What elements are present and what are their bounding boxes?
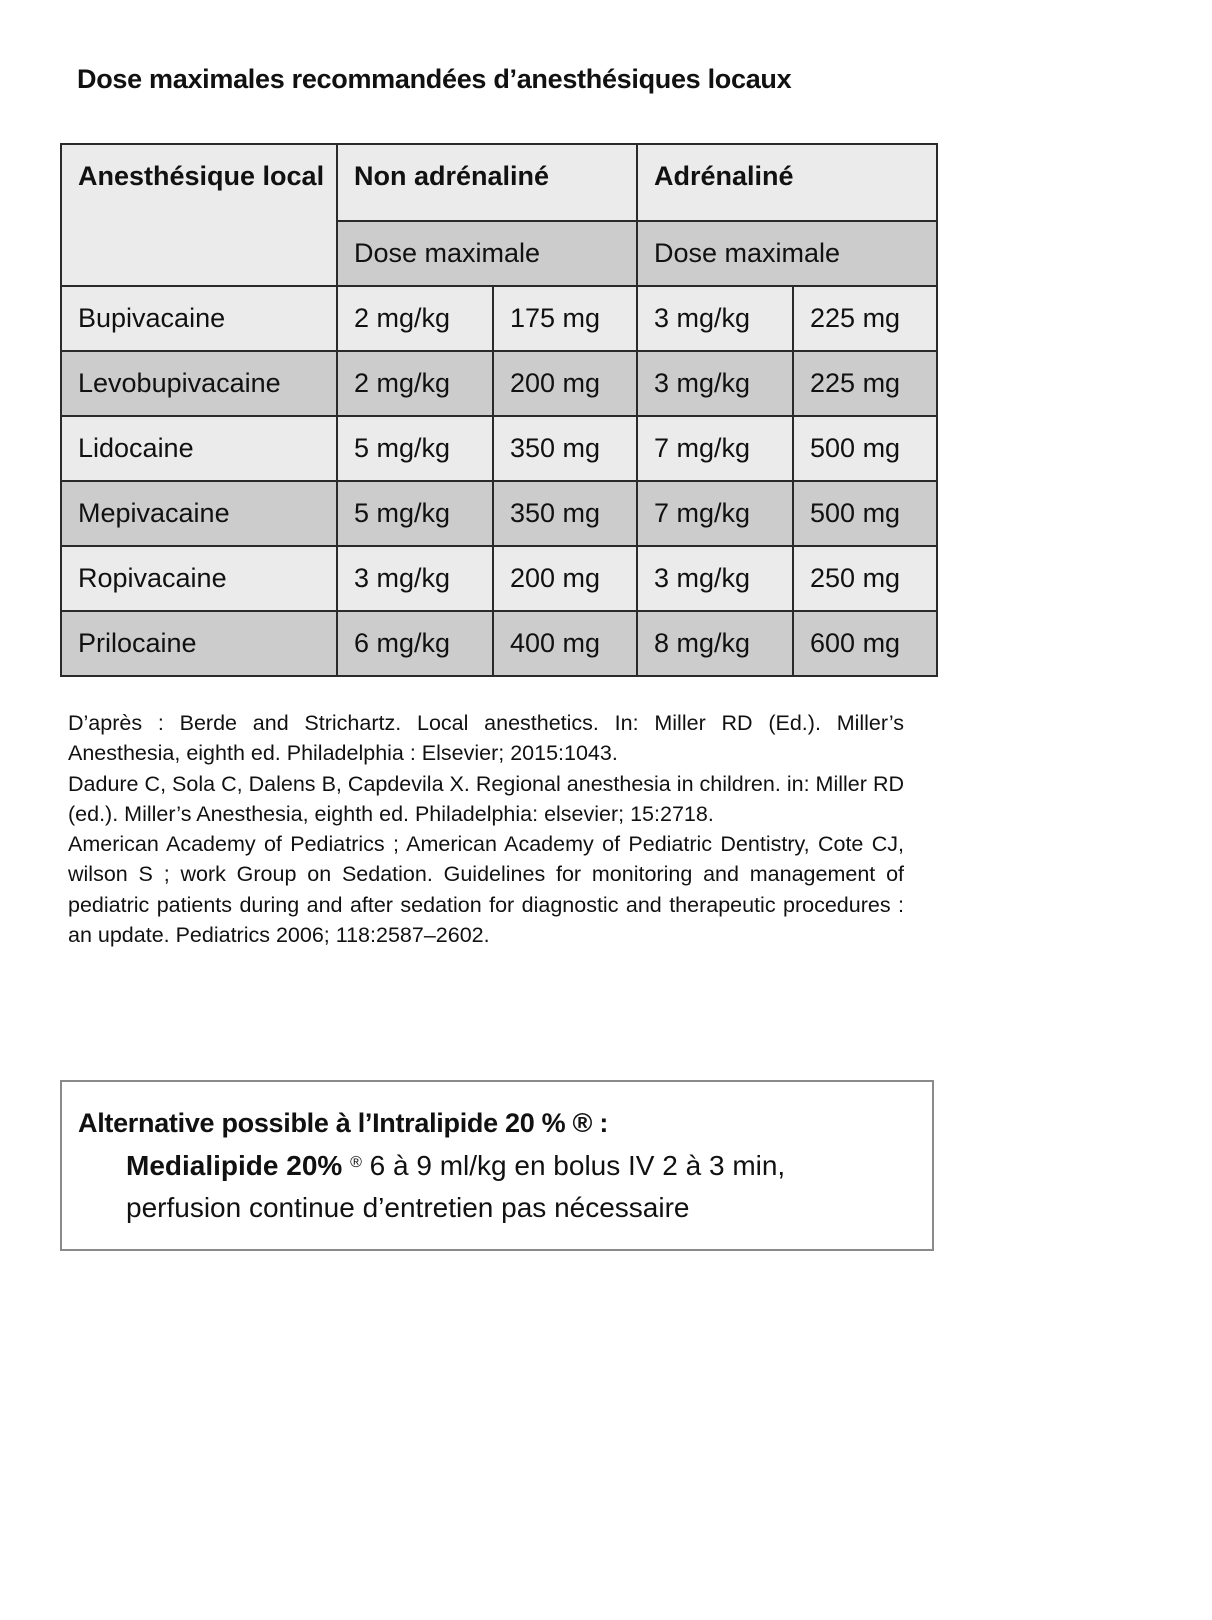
- header-non-adrenaline: Non adrénaliné: [337, 144, 637, 221]
- row-adrenaline-mg: 500 mg: [793, 481, 937, 546]
- reference-item: Dadure C, Sola C, Dalens B, Capdevila X. Regional anesthesia in children. in: Miller RD (ed.). Miller’s Anesthesia, eighth ed. Philadelphia: elsevier; 15:2718.: [68, 771, 904, 826]
- row-non-adrenaline-mg: 175 mg: [493, 286, 637, 351]
- row-non-adrenaline-mg: 200 mg: [493, 546, 637, 611]
- row-adrenaline-mgkg: 8 mg/kg: [637, 611, 793, 676]
- table-header-row: [61, 144, 937, 221]
- row-name: Levobupivacaine: [61, 351, 337, 416]
- reference-item: D’après : Berde and Strichartz. Local anesthetics. In: Miller RD (Ed.). Miller’s Anesthesia, eighth ed. Philadelphia : Elsevier; 2015:1043.: [68, 711, 904, 766]
- row-non-adrenaline-mgkg: 2 mg/kg: [337, 286, 493, 351]
- reference-item: American Academy of Pediatrics ; American Academy of Pediatric Dentistry, Cote CJ, wilson S ; work Group on Sedation. Guidelines for monitoring and management of pediatric patients during and after sedation for diagnostic and therapeutic procedures : an update. Pediatrics 2006; 118:2587–2602.: [68, 832, 904, 948]
- row-name: Lidocaine: [61, 416, 337, 481]
- table-row: [61, 416, 937, 481]
- alternative-note: perfusion continue d’entretien pas nécessaire: [126, 1192, 690, 1223]
- table-row: [61, 351, 937, 416]
- subheader-dose-max-non-adrenaline: Dose maximale: [337, 221, 637, 286]
- row-non-adrenaline-mg: 200 mg: [493, 351, 637, 416]
- registered-mark: ®: [350, 1154, 362, 1171]
- alternative-dose-line: [126, 1150, 785, 1182]
- row-non-adrenaline-mg: 400 mg: [493, 611, 637, 676]
- row-non-adrenaline-mgkg: 2 mg/kg: [337, 351, 493, 416]
- alternative-title: Alternative possible à l’Intralipide 20 % ® :: [78, 1108, 609, 1138]
- table-row: [61, 286, 937, 351]
- row-name: Ropivacaine: [61, 546, 337, 611]
- subheader-dose-max-adrenaline: Dose maximale: [637, 221, 937, 286]
- row-non-adrenaline-mgkg: 6 mg/kg: [337, 611, 493, 676]
- page-title: Dose maximales recommandées d’anesthésiques locaux: [77, 64, 792, 94]
- row-non-adrenaline-mgkg: 5 mg/kg: [337, 481, 493, 546]
- alternative-box: [60, 1080, 934, 1251]
- row-adrenaline-mg: 600 mg: [793, 611, 937, 676]
- row-adrenaline-mg: 250 mg: [793, 546, 937, 611]
- row-non-adrenaline-mgkg: 5 mg/kg: [337, 416, 493, 481]
- table-row: [61, 481, 937, 546]
- row-adrenaline-mgkg: 7 mg/kg: [637, 481, 793, 546]
- table-row: [61, 546, 937, 611]
- max-dose-table: [60, 143, 938, 677]
- row-non-adrenaline-mgkg: 3 mg/kg: [337, 546, 493, 611]
- row-name: Bupivacaine: [61, 286, 337, 351]
- row-adrenaline-mgkg: 7 mg/kg: [637, 416, 793, 481]
- alternative-dose: 6 à 9 ml/kg en bolus IV 2 à 3 min,: [361, 1150, 786, 1181]
- references: [68, 708, 904, 950]
- row-name: Prilocaine: [61, 611, 337, 676]
- alternative-product: Medialipide 20%: [126, 1150, 343, 1181]
- row-adrenaline-mg: 500 mg: [793, 416, 937, 481]
- table-row: [61, 611, 937, 676]
- row-non-adrenaline-mg: 350 mg: [493, 481, 637, 546]
- header-adrenaline: Adrénaliné: [637, 144, 937, 221]
- header-anesthetic-local: Anesthésique local: [61, 144, 337, 286]
- row-adrenaline-mgkg: 3 mg/kg: [637, 546, 793, 611]
- row-name: Mepivacaine: [61, 481, 337, 546]
- row-adrenaline-mgkg: 3 mg/kg: [637, 351, 793, 416]
- row-non-adrenaline-mg: 350 mg: [493, 416, 637, 481]
- row-adrenaline-mg: 225 mg: [793, 286, 937, 351]
- row-adrenaline-mg: 225 mg: [793, 351, 937, 416]
- row-adrenaline-mgkg: 3 mg/kg: [637, 286, 793, 351]
